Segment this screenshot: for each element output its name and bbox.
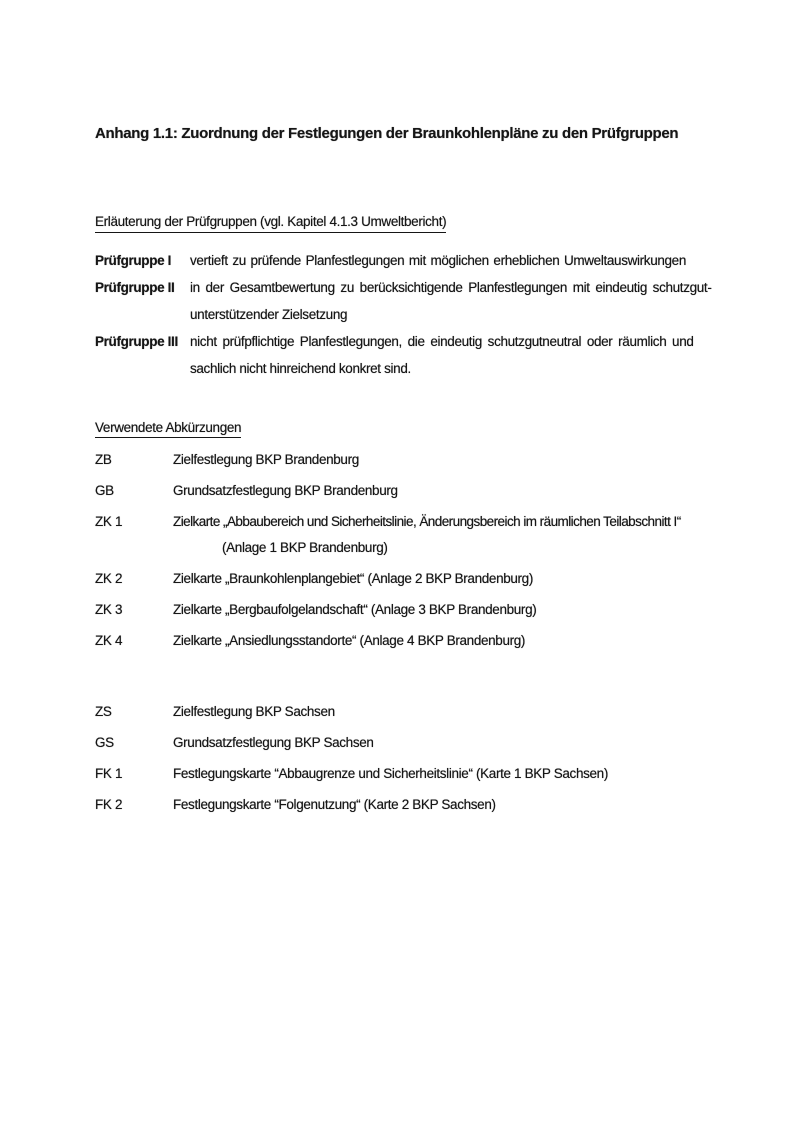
abbreviation-row-fk2 [95,796,720,813]
abbreviation-code: ZK 1 [95,514,123,529]
abbreviation-row-fk1 [95,765,720,782]
abbreviation-line: Zielkarte „Braunkohlenplangebiet“ (Anlage 2 BKP Brandenburg) [173,571,533,586]
abbreviation-desc [173,765,718,782]
pruefgruppe-label: Prüfgruppe III [95,333,178,349]
abkuerzungen-heading-text: Verwendete Abkürzungen [95,420,241,439]
abbreviation-desc [173,513,718,556]
pruefgruppe-line: sachlich nicht hinreichend konkret sind. [190,360,411,376]
page-title: Anhang 1.1: Zuordnung der Festlegungen der Braunkohlenpläne zu den Prüfgruppen [95,125,679,142]
abbreviation-code: FK 2 [95,797,123,812]
pruefgruppe-line: vertieft zu prüfende Planfestlegungen mit möglichen erheblichen Umweltauswirkungen [190,252,686,268]
abbreviation-desc [173,734,718,751]
abbreviation-line: Zielkarte „Abbaubereich und Sicherheitslinie, Änderungsbereich im räumlichen Teilabschnitt I“ [173,514,681,529]
abbreviation-code: GS [95,735,114,750]
abbreviation-line: Zielfestlegung BKP Sachsen [173,704,335,719]
pruefgruppe-text [190,328,717,382]
pruefgruppe-text [190,247,717,274]
abbreviation-row-zk4 [95,632,720,649]
abbreviation-row-zk3 [95,601,720,618]
abbreviation-desc [173,482,718,499]
abbreviation-desc [173,632,718,649]
abbreviation-row-zs [95,703,720,720]
pruefgruppe-label: Prüfgruppe II [95,279,175,295]
abbreviation-row-zk1 [95,513,720,556]
abbreviation-line-2: (Anlage 1 BKP Brandenburg) [222,540,388,555]
abbreviation-code: ZK 4 [95,633,123,648]
pruefgruppe-row-1 [95,247,720,274]
abbreviation-row-gb [95,482,720,499]
abbreviation-line: Zielfestlegung BKP Brandenburg [173,452,359,467]
pruefgruppe-text [190,274,717,328]
pruefgruppen-heading-text: Erläuterung der Prüfgruppen (vgl. Kapitel 4.1.3 Umweltbericht) [95,214,446,233]
abbreviation-code: ZK 2 [95,571,123,586]
abkuerzungen-heading [95,420,720,439]
abbreviation-desc [173,570,718,587]
abbreviation-row-zb [95,451,720,468]
abbreviation-code: ZS [95,704,112,719]
pruefgruppe-line: nicht prüfpflichtige Planfestlegungen, die eindeutig schutzgutneutral oder räumlich und [190,333,694,349]
abbreviation-code: ZK 3 [95,602,123,617]
abbreviation-line: Festlegungskarte “Abbaugrenze und Sicherheitslinie“ (Karte 1 BKP Sachsen) [173,766,608,781]
abbreviation-line: Zielkarte „Ansiedlungsstandorte“ (Anlage 4 BKP Brandenburg) [173,633,526,648]
abbreviation-desc [173,451,718,468]
abbreviation-line: Zielkarte „Bergbaufolgelandschaft“ (Anlage 3 BKP Brandenburg) [173,602,537,617]
abbreviation-line: Grundsatzfestlegung BKP Sachsen [173,735,374,750]
abbreviation-line: Grundsatzfestlegung BKP Brandenburg [173,483,398,498]
pruefgruppe-line: unterstützender Zielsetzung [190,306,348,322]
pruefgruppen-heading [95,214,720,233]
abbreviation-code: GB [95,483,114,498]
abbreviation-desc [173,796,718,813]
abbreviation-desc [173,703,718,720]
abbreviation-code: ZB [95,452,112,467]
abbreviation-line: Festlegungskarte “Folgenutzung“ (Karte 2 BKP Sachsen) [173,797,496,812]
abbreviation-row-gs [95,734,720,751]
pruefgruppe-row-2 [95,274,720,328]
pruefgruppe-row-3 [95,328,720,382]
abbreviation-desc [173,601,718,618]
pruefgruppe-label: Prüfgruppe I [95,252,172,268]
abbreviation-row-zk2 [95,570,720,587]
abbreviation-code: FK 1 [95,766,123,781]
pruefgruppe-line: in der Gesamtbewertung zu berücksichtigende Planfestlegungen mit eindeutig schutzgut- [190,279,712,295]
